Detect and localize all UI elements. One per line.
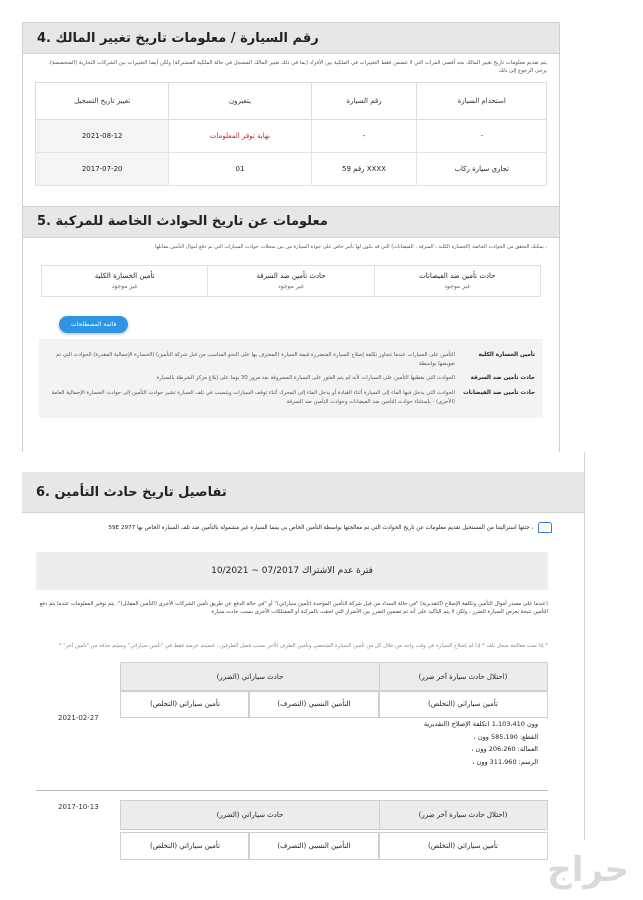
- theft-accident-cell: [207, 266, 373, 296]
- col-registration-date: تغيير تاريخ التسجيل: [36, 82, 169, 119]
- section5-header: [23, 206, 559, 238]
- special-accidents-summary: [41, 265, 541, 297]
- my-car-accident-header: (حادث سياراتي (الضرر: [120, 800, 380, 830]
- section6-title: تفاصيل تاريخ حادث التأمين .6: [36, 484, 227, 500]
- total-loss-value: غير موجود: [111, 283, 138, 291]
- theft-accident-value: غير موجود: [278, 283, 304, 291]
- haraj-watermark: حراج: [547, 850, 629, 890]
- theft-accident-label: حادث تأمين ضد السرقة: [256, 272, 326, 281]
- accident-damage-details: [388, 718, 538, 769]
- labor-cost: العمالة: 206،260 وون ،: [471, 745, 538, 754]
- other-my-insurance-subheader: (تأمين سياراتي (التخلص: [378, 690, 548, 718]
- owner-change-table: [35, 82, 547, 186]
- mine-relative-insurance-subheader: (التأمين النسبي (التصرف: [248, 832, 380, 860]
- col-changes: يتغيرون: [169, 82, 311, 119]
- other-car-accident-header: (احتلال حادث سيارة آخر ضرر): [378, 662, 548, 692]
- section6-explanation: (عندما على مصدر أموال التأمين وتكلفة الإصلاح (التقديرية) "في حالة السداد من قبل شركة التأمين الموحدة (تأمين سياراتي)" أو "في حالة الدفع عن طريق تأمين الشركات الأخرى (التأمين المقابل)". يتم توفير المعلومات عندما يتم دفع التأمين نتيجة تعرض السيارة للضرر ، ولكن لا يتم التأكيد على أنه تم تضمين الضرر بين الأضرار التي لحقت بالمركبة أو الممتلكات الأخرى بسبب حادث سيارة: [39, 601, 548, 616]
- my-car-accident-header: (حادث سياراتي (الضرر: [120, 662, 380, 692]
- accident-date: 2021-02-27: [58, 714, 99, 722]
- section4-header: [23, 23, 559, 54]
- mine-my-insurance-subheader: (تأمين سياراتي (التخلص: [120, 690, 250, 718]
- glossary-item: [47, 374, 535, 383]
- glossary-desc: التأمين على السيارات عندما تتجاوز تكلفة إصلاح السيارة المتضررة قيمة السيارة (المعترف بها على النحو المناسب من قبل شركة التأمين) (الخسارة الإجمالية المقدرة) الحوادث التي تم تعويضها بواسطة: [56, 352, 455, 367]
- section6-intro-text: ، جئتها استراليتنا من المستحيل تقديم معلومات عن تاريخ الحوادث التي تم معالجتها بواسطة التأمين الخاص بي بينما السيارة غير مشمولة بالتأمين ضد تلف السيارة الخاص بها 2977 59E: [108, 525, 534, 531]
- cell-use: تجاري سيارة ركاب: [417, 152, 547, 185]
- parts-cost: القطع: 585،190 وون ،: [473, 732, 538, 741]
- mine-relative-insurance-subheader: (التأمين النسبي (التصرف: [248, 690, 380, 718]
- glossary-item: [47, 351, 535, 368]
- mine-my-insurance-subheader: (تأمين سياراتي (التخلص: [120, 832, 250, 860]
- other-my-insurance-subheader: (تأمين سياراتي (التخلص: [378, 832, 548, 860]
- repair-cost: وون 1،103،410 (تكلفة الإصلاح (التقديرية: [423, 720, 538, 728]
- section5-title: معلومات عن تاريخ الحوادث الخاصة للمركبة .5: [37, 214, 328, 230]
- other-car-accident-header: (احتلال حادث سيارة آخر ضرر): [378, 800, 548, 830]
- divider: [36, 790, 548, 791]
- section5-note: ، يمكنك التحقق من الحوادث الخاصة (الخسارة الكلية ، السرقة ، الفيضانات) التي قد يكون لها تأثير خاص على جودة السيارة من بين سجلات حوادث السيارات التي تم دفع أموال التأمين مقابلها: [155, 243, 547, 250]
- section6-footnote: * إذا تمت معالجة سجل تلف * إذا لم إصلاح السيارة في وقت واحد من خلال كل من تأمين السيارة الشخصي وتأمين الطرف الآخر بسبب فصل الطرفين ، فسيتم عرضه فقط في "تأمين سياراتي" وسيتم حذفه من "تأمين آخر" *: [58, 643, 548, 649]
- cell-changes: 01: [169, 152, 311, 185]
- col-vehicle-use: استخدام السيارة: [417, 82, 547, 119]
- glossary-desc: الحوادث التي يدخل فيها الماء إلى السيارة أثناء القيادة أو يدخل الماء إلى المحرك أثناء توقف السيارات ويتسبب في تلف السيارة تشير حوادث التأمين إلى حوادث الخسارة الإجمالية العامة (الأخرى) - باستثناء حوادث التأمين ضد الفيضانات وحوادث التأمين ضد السرقة: [51, 390, 455, 405]
- cell-plate: XXXX رقم 59: [311, 152, 417, 185]
- cell-changes: نهاية توفر المعلومات: [169, 119, 311, 152]
- flood-accident-label: حادث تأمين ضد الفيضانات: [419, 272, 496, 281]
- table-header-row: [36, 82, 547, 119]
- section6-header: [22, 472, 584, 513]
- report-frame: [22, 22, 560, 454]
- car-info-icon: [538, 522, 552, 533]
- cell-use: -: [417, 119, 547, 152]
- section4-note: يتم تقديم معلومات تاريخ تغيير المالك بحد أقصى المرات التي لا تتضمن فقط التغييرات في الملكية بين الأفراد (بما في ذلك تغيير المالك المسجل في حالة الملكية المشتركة) ولكن أيضا التغييرات بين الشركات التجارية (المتخصصة). يرجى الرجوع إلى ذلك: [48, 60, 547, 74]
- cell-date: 2017-07-20: [36, 152, 169, 185]
- col-plate-number: رقم السيارة: [311, 82, 417, 119]
- table-row: [36, 119, 547, 152]
- paint-cost: الرسم: 311،960 وون ،: [472, 758, 538, 767]
- glossary-panel: [39, 339, 543, 418]
- non-subscription-period: فترة عدم الاشتراك 07/2017 ~ 10/2021: [36, 552, 548, 590]
- total-loss-cell: [42, 266, 207, 296]
- glossary-desc: الحوادث التي يغطيها التأمين على السيارات لأنه لم يتم العثور على السيارة المسروقة بعد مرور 30 يوما على إبلاغ مركز الشرطة بالسيارة: [156, 375, 455, 382]
- glossary-term: حادث تأمين ضد السرقة: [470, 375, 535, 382]
- cell-plate: -: [311, 119, 417, 152]
- glossary-button[interactable]: قائمة المصطلحات: [59, 316, 128, 333]
- accident-date: 2017-10-13: [58, 803, 99, 811]
- flood-accident-value: غير موجود: [444, 283, 471, 291]
- glossary-term: حادث تأمين ضد الفيضانات: [463, 390, 535, 397]
- glossary-term: تأمين الخسارة الكلية: [478, 352, 535, 359]
- cell-date: 2021-08-12: [36, 119, 169, 152]
- section4-title: رقم السيارة / معلومات تاريخ تغيير المالك .4: [37, 30, 319, 46]
- flood-accident-cell: [374, 266, 540, 296]
- total-loss-label: تأمين الخسارة الكلية: [94, 272, 155, 281]
- section6-intro: [22, 522, 552, 533]
- glossary-item: [47, 389, 535, 406]
- table-row: [36, 152, 547, 185]
